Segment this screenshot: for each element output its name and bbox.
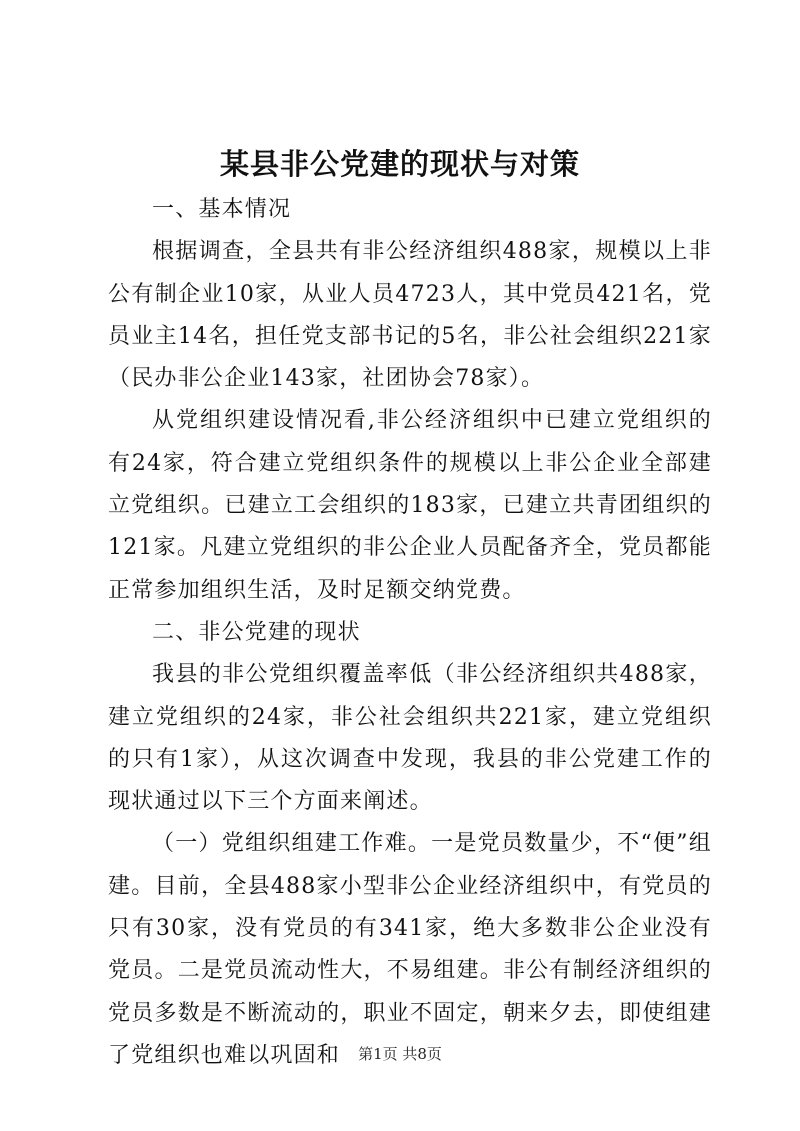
document-title: 某县非公党建的现状与对策	[219, 147, 580, 181]
page-footer: 第1页 共8页	[358, 1045, 442, 1063]
section-heading: 二、非公党建的现状	[152, 619, 361, 645]
paragraph: 我县的非公党组织覆盖率低（非公经济组织共488家，建立党组织的24家，非公社会组织共221家，建立党组织的只有1家），从这次调查中发现，我县的非公党建工作的现状通过以下三个方面来阐述。	[108, 662, 712, 815]
paragraph: （一）党组织组建工作难。一是党员数量少，不“便”组建。目前，全县488家小型非公企业经济组织中，有党员的只有30家，没有党员的有341家，绝大多数非公企业没有党员。二是党员流动性大，不易组建。非公有制经济组织的党员多数是不断流动的，职业不固定，朝来夕去，即使组建了党组织也难以巩固和	[108, 831, 712, 1068]
document-body	[108, 189, 712, 1077]
paragraph: 从党组织建设情况看,非公经济组织中已建立党组织的有24家，符合建立党组织条件的规模以上非公企业全部建立党组织。已建立工会组织的183家，已建立共青团组织的121家。凡建立党组织的非公企业人员配备齐全，党员都能正常参加组织生活，及时足额交纳党费。	[108, 408, 712, 603]
paragraph: 根据调查，全县共有非公经济组织488家，规模以上非公有制企业10家，从业人员4723人，其中党员421名，党员业主14名，担任党支部书记的5名，非公社会组织221家（民办非公企业143家，社团协会78家）。	[108, 239, 712, 392]
section-heading: 一、基本情况	[152, 197, 292, 222]
